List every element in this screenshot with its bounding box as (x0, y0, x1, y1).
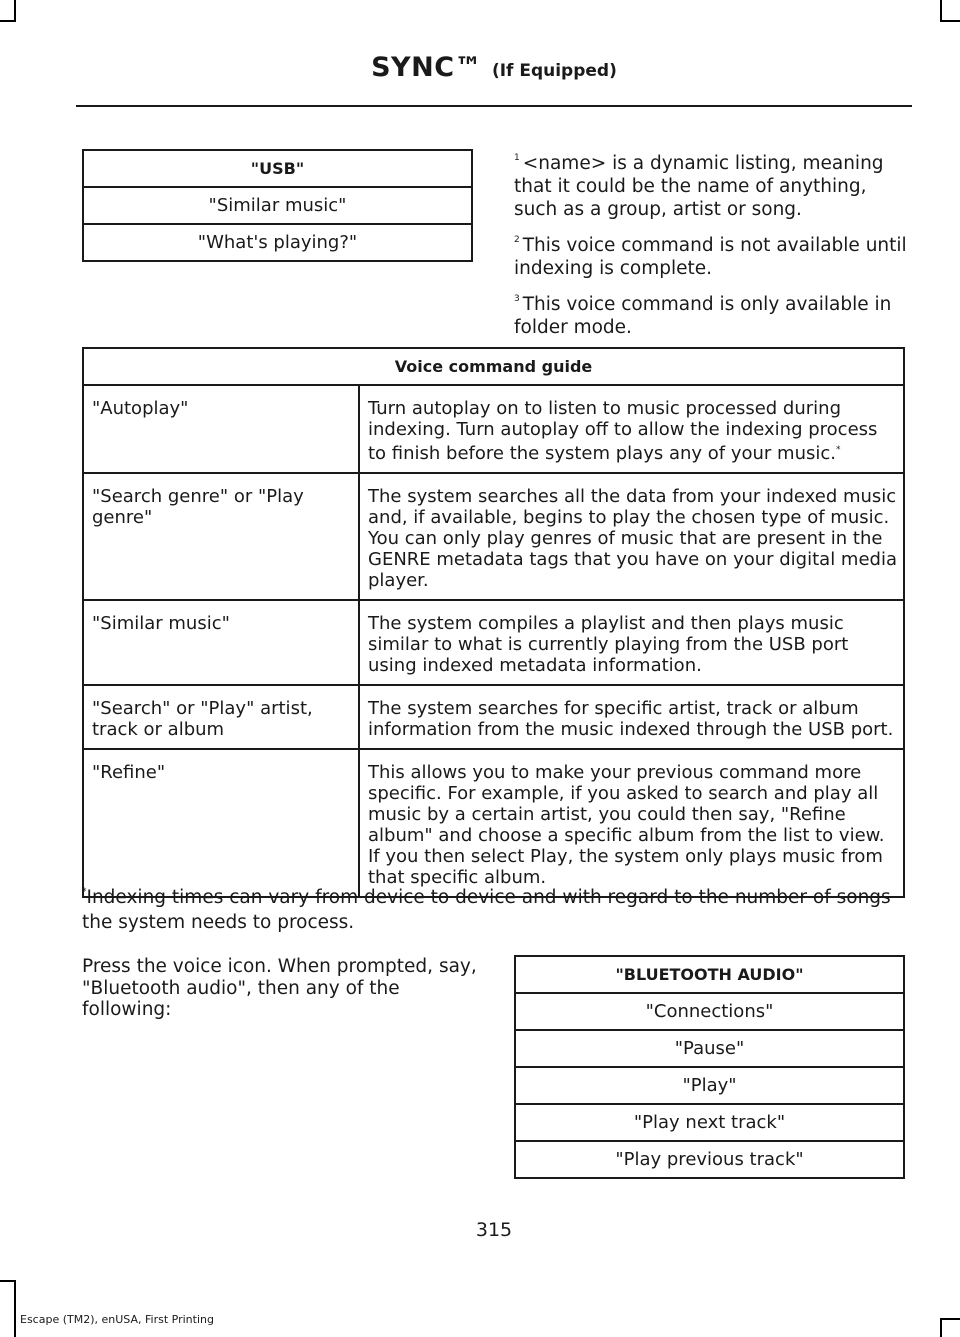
footnote (514, 288, 910, 339)
edition-info: Escape (TM2), enUSA, First Printing (20, 1313, 214, 1326)
footnote (514, 229, 910, 280)
note-text: Indexing times can vary from device to device and with regard to the number of songs the system needs to process. (82, 887, 891, 933)
usb-table-row: "Similar music" (83, 187, 472, 224)
footnote-mark: 3 (514, 294, 520, 304)
press-instructions: Press the voice icon. When prompted, say, "Bluetooth audio", then any of the following: (82, 956, 477, 1020)
page-header (0, 52, 960, 83)
usb-table-heading: "USB" (83, 150, 472, 187)
guide-command: "Search genre" or "Play genre" (83, 473, 359, 600)
header-title: SYNC™ (371, 52, 483, 83)
crop-mark (940, 20, 960, 22)
bt-table-row: "Play previous track" (515, 1141, 904, 1178)
bluetooth-audio-table (514, 955, 905, 1179)
note-mark: * (82, 887, 87, 897)
crop-mark (940, 0, 942, 22)
table-row (83, 685, 904, 749)
bt-table-row: "Connections" (515, 993, 904, 1030)
bt-table-row: "Pause" (515, 1030, 904, 1067)
footnotes (514, 147, 910, 339)
footnote-mark: 2 (514, 235, 520, 245)
header-subtitle: (If Equipped) (491, 61, 617, 81)
guide-description: Turn autoplay on to listen to music processed during indexing. Turn autoplay off to allow the indexing process to finish before the system plays any of your music. (368, 398, 878, 464)
guide-description-cell (359, 385, 904, 473)
guide-command: "Search" or "Play" artist, track or album (83, 685, 359, 749)
guide-command: "Refine" (83, 749, 359, 897)
header-rule (76, 105, 912, 107)
table-row (83, 600, 904, 685)
footnote-text: <name> is a dynamic listing, meaning that it could be the name of anything, such as a group, artist or song. (514, 153, 884, 220)
voice-command-guide-table (82, 347, 905, 898)
footnote (514, 147, 910, 221)
page-number: 315 (475, 1219, 513, 1241)
crop-mark (0, 1280, 16, 1282)
table-row (83, 385, 904, 473)
guide-note-mark: * (835, 445, 841, 455)
table-row (83, 749, 904, 897)
guide-table-heading: Voice command guide (83, 348, 904, 385)
crop-mark (940, 1318, 942, 1337)
guide-description: This allows you to make your previous command more specific. For example, if you asked to search and play all music by a certain artist, you could then say, "Refine album" and choose a specific album from the list to view. If you then select Play, the system only plays music from that specific album. (359, 749, 904, 897)
table-row (83, 473, 904, 600)
footnote-text: This voice command is not available until indexing is complete. (514, 235, 907, 279)
crop-mark (14, 0, 16, 22)
footnote-text: This voice command is only available in folder mode. (514, 294, 892, 338)
crop-mark (940, 1318, 960, 1320)
guide-description: The system searches for specific artist, track or album information from the music indexed through the USB port. (359, 685, 904, 749)
guide-description: The system compiles a playlist and then plays music similar to what is currently playing from the USB port using indexed metadata information. (359, 600, 904, 685)
guide-command: "Autoplay" (83, 385, 359, 473)
bt-table-heading: "BLUETOOTH AUDIO" (515, 956, 904, 993)
crop-mark (14, 1280, 16, 1337)
usb-table-row: "What's playing?" (83, 224, 472, 261)
bt-table-row: "Play next track" (515, 1104, 904, 1141)
guide-description: The system searches all the data from your indexed music and, if available, begins to play the chosen type of music. You can only play genres of music that are present in the GENRE metadata tags that you have on your digital media player. (359, 473, 904, 600)
footnote-mark: 1 (514, 153, 520, 163)
indexing-note (82, 880, 907, 935)
usb-command-table (82, 149, 473, 262)
crop-mark (0, 20, 16, 22)
guide-command: "Similar music" (83, 600, 359, 685)
bt-table-row: "Play" (515, 1067, 904, 1104)
